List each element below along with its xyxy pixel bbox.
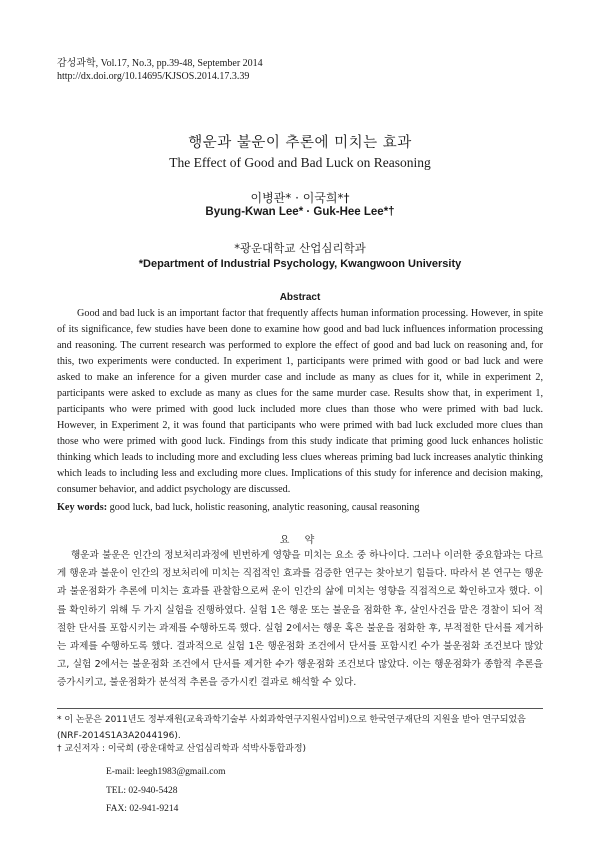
- footnote-divider: [57, 708, 543, 709]
- english-title: The Effect of Good and Bad Luck on Reasoning: [169, 155, 431, 170]
- affiliation-english: *Department of Industrial Psychology, Kwangwoon University: [138, 258, 462, 270]
- summary-heading: 요 약: [279, 535, 321, 546]
- journal-doi[interactable]: http://dx.doi.org/10.14695/KJSOS.2014.17.3.39: [57, 71, 250, 82]
- summary-body: 행운과 불운은 인간의 정보처리과정에 빈번하게 영향을 미치는 요소 중 하나이다. 그러나 이러한 중요함과는 다르게 행운과 불운이 인간의 정보처리에 미치는 직접적인 효과를 검증한 연구는 찾아보기 힘들다. 따라서 본 연구는 행운과 불운점화가 추론에 미치는 효과를 관찰함으로써 운이 인간의 삶에 미치는 영향을 직접적으로 확인하고자 했다. 이를 확인하기 위해 두 가지 실험을 진행하였다. 실험 1은 행운 또는 불운을 점화한 후, 살인사건을 맡은 경찰이 되어 적절한 단서를 포함시키는 과제를 수행하도록 했다. 실험 2에서는 행운 혹은 불운을 점화한 후, 부적절한 단서를 제거하는 과제를 수행하도록 했다. 결과적으로 실험 1은 행운점화 조건에서 단서를 포함시킨 수가 불운점화 조건보다 많았고, 실험 2에서는 불운점화 조건에서 단서를 제거한 수가 행운점화 조건보다 많았다. 이는 행운점화가 종합적 추론을 증가시키고, 불운점화가 분석적 추론을 증가시킨 결과로 해석할 수 있다.: [57, 550, 543, 689]
- affiliation-korean: *광운대학교 산업심리학과: [234, 241, 366, 255]
- abstract-heading: Abstract: [279, 292, 321, 303]
- keywords-text: good luck, bad luck, holistic reasoning, analytic reasoning, causal reasoning: [107, 502, 420, 513]
- korean-title: 행운과 불운이 추론에 미치는 효과: [188, 135, 412, 151]
- contact-fax: FAX: 02-941-9214: [106, 804, 179, 814]
- contact-info: [106, 763, 226, 819]
- keywords: [57, 501, 543, 515]
- keywords-label: Key words:: [57, 502, 108, 513]
- abstract-body: Good and bad luck is an important factor that frequently affects human information processing. However, in spite of its significance, few studies have been done to examine how good and bad luck influences information processing and reasoning. The current research was performed to explore the effect of good and bad luck on reasoning and, for this, two experiments were conducted. In experiment 1, participants were primed with good or bad luck and were asked to make an inference for a given murder case and include as many as clues for it, while in experiment 2, participants were asked to exclude as many as clues for the same murder case. Results show that, in experiment 1, participants who were primed with good luck included more clues than those who were primed with bad luck. However, in Experiment 2, it was found that participants who were primed with bad luck excluded more clues than those who were primed with good luck. Findings from this study indicate that priming good luck enhances holistic thinking which leads to including more and excluding less clues whereas priming bad luck increases analytic thinking which leads to including less and excluding more clues. Implications of this study for inference and decision making, consumer behavior, and addict psychology are discussed.: [57, 308, 543, 495]
- authors-korean: 이병관* · 이국희*†: [250, 191, 350, 205]
- funding-footnote: * 이 논문은 2011년도 정부재원(교육과학기술부 사회과학연구지원사업비)으로 한국연구재단의 지원을 받아 연구되었음 (NRF-2014S1A3A2044196).: [57, 715, 526, 741]
- journal-citation: 감성과학, Vol.17, No.3, pp.39-48, September 2014: [57, 58, 263, 69]
- contact-tel: TEL: 02-940-5428: [106, 785, 178, 796]
- authors-english: Byung-Kwan Lee* · Guk-Hee Lee*†: [205, 206, 395, 218]
- journal-header: [57, 57, 263, 83]
- contact-email[interactable]: E-mail: leegh1983@gmail.com: [106, 767, 226, 777]
- corresponding-author-footnote: † 교신저자 : 이국희 (광운대학교 산업심리학과 석박사통합과정): [57, 744, 307, 754]
